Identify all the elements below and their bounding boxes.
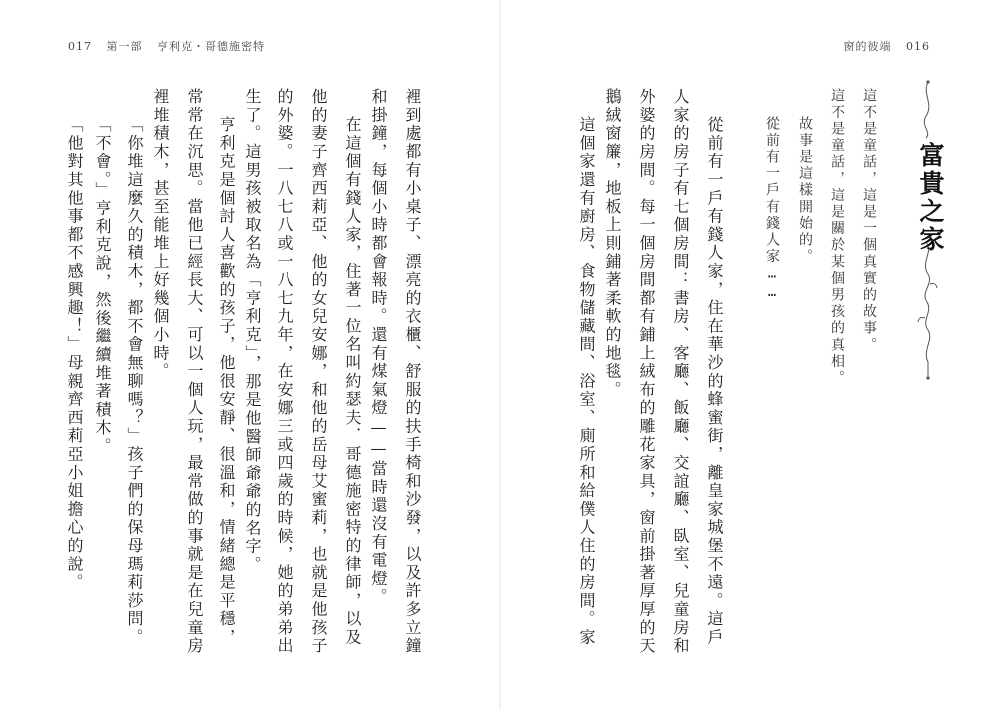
body-column: 和掛鐘，每個小時都會報時。還有煤氣燈——當時還沒有電燈。 <box>369 88 388 607</box>
left-page-number: 017 <box>68 40 92 53</box>
body-column: 鵝絨窗簾，地板上則鋪著柔軟的地毯。 <box>603 88 622 400</box>
intro-line: 從前有一戶有錢人家…… <box>764 116 780 303</box>
intro-line: 這不是童話，這是一個真實的故事。 <box>861 88 877 354</box>
body-column: 「不會。」亨利克說，然後繼續堆著積木。 <box>93 116 112 456</box>
body-column: 在這個有錢人家，住著一位名叫約瑟夫．哥德施密特的律師，以及 <box>343 116 362 647</box>
body-column: 亨利克是個討人喜歡的孩子，他很安靜、很溫和，情緒總是平穩， <box>217 116 236 647</box>
chapter-title-block <box>906 80 946 380</box>
body-column: 「你堆這麼久的積木，都不會無聊嗎？」孩子們的保母瑪莉莎問。 <box>125 116 144 647</box>
body-column: 這個家還有廚房、食物儲藏間、浴室、廁所和給僕人住的房間。家 <box>577 116 596 647</box>
body-column: 他的妻子齊西莉亞、他的女兒安娜，和他的岳母艾蜜莉，也就是他孩子 <box>309 88 328 656</box>
right-page-number: 016 <box>906 40 930 53</box>
body-column: 外婆的房間。每一個房間都有鋪上絨布的雕花家具，窗前掛著厚厚的天 <box>637 88 656 656</box>
chapter-name: 亨利克・哥德施密特 <box>157 40 265 53</box>
book-title: 窗的彼端 <box>843 40 892 53</box>
intro-line: 這不是童話，這是關於某個男孩的真相。 <box>829 88 845 387</box>
part-label: 第一部 <box>106 40 143 53</box>
body-column: 從前有一戶有錢人家，住在華沙的蜂蜜街，離皇家城堡不遠。這戶 <box>705 116 724 647</box>
body-column: 「他對其他事都不感興趣！」母親齊西莉亞小姐擔心的說。 <box>65 116 84 592</box>
body-column: 人家的房子有七個房間：書房、客廳、飯廳、交誼廳、臥室、兒童房和 <box>671 88 690 656</box>
page-gutter <box>499 0 501 710</box>
left-page-header <box>68 38 275 54</box>
right-page-header <box>834 38 931 54</box>
body-column: 生了。這男孩被取名為「亨利克」，那是他醫師爺爺的名字。 <box>243 88 262 575</box>
body-column: 裡堆積木，甚至能堆上好幾個小時。 <box>151 88 170 381</box>
intro-line: 故事是這樣開始的。 <box>797 116 813 266</box>
chapter-title: 富貴之家 <box>916 142 945 254</box>
body-column: 的外婆。一八七八或一八七九年，在安娜三或四歲的時候，她的弟弟出 <box>275 88 294 656</box>
body-column: 裡到處都有小桌子、漂亮的衣櫃、舒服的扶手椅和沙發，以及許多立鐘 <box>403 88 422 656</box>
body-column: 常常在沉思。當他已經長大、可以一個人玩，最常做的事就是在兒童房 <box>185 88 204 656</box>
